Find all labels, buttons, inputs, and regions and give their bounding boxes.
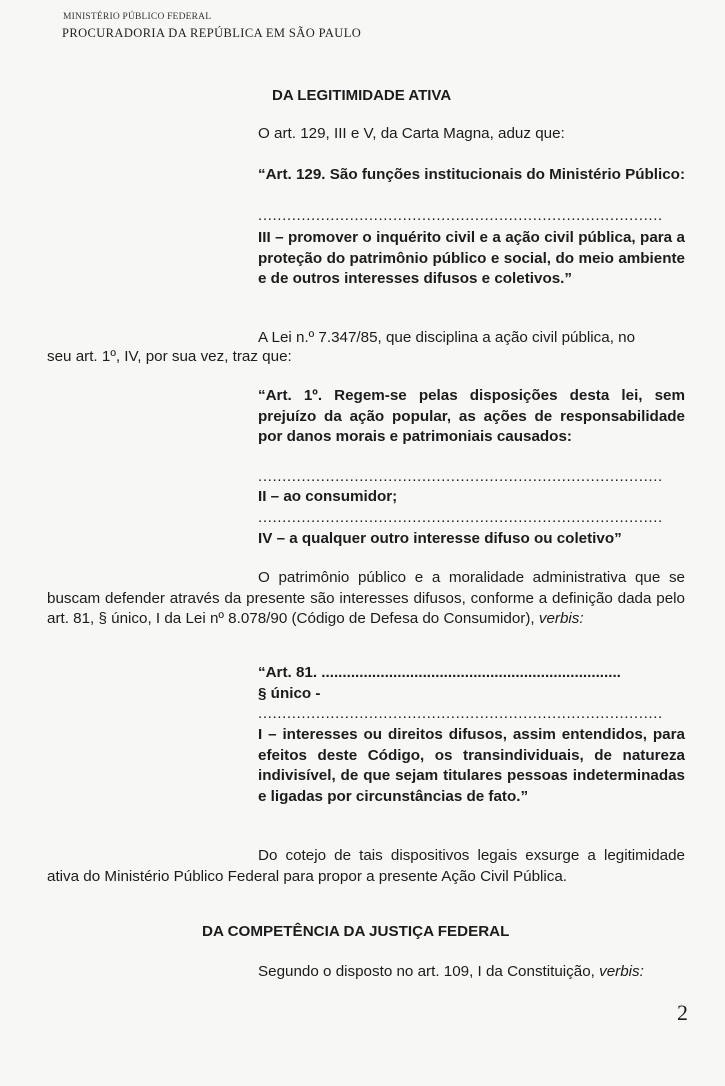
section-title-competencia: DA COMPETÊNCIA DA JUSTIÇA FEDERAL [202, 923, 510, 940]
quote-art1-head: “Art. 1º. Regem-se pelas disposições desta lei, sem prejuízo da ação popular, as ações de responsabilidade por danos morais e patrimoniais causados: [258, 387, 685, 445]
para-cotejo: Do cotejo de tais dispositivos legais exsurge a legitimidade ativa do Ministério Público Federal para propor a presente Ação Civil Pública. [47, 847, 685, 885]
quote-art81-head: “Art. 81. ....................................................................... [258, 664, 621, 681]
para-patrimonio-text: O patrimônio público e a moralidade administrativa que se buscam defender através da presente são interesses difusos, conforme a definição dada pelo art. 81, § único, I da Lei nº 8.078/90 (Código de Defesa do Consumidor), [47, 569, 685, 627]
quote-art81-paragrafo: § único - [258, 685, 321, 702]
ministry-header: MINISTÉRIO PÚBLICO FEDERAL [63, 12, 212, 22]
quote-art1-item-iv: IV – a qualquer outro interesse difuso ou coletivo” [258, 530, 622, 547]
para-lei-7347-first: A Lei n.º 7.347/85, que disciplina a ação civil pública, no [258, 329, 636, 346]
ellipsis-line: .................................................................................... [258, 705, 663, 722]
intro-art109 [258, 962, 644, 983]
ellipsis-line: .................................................................................... [258, 207, 663, 224]
verbis-label: verbis: [538, 610, 584, 627]
quote-art129-item-iii: III – promover o inquérito civil e a ação civil pública, para a proteção do patrimônio público e social, do meio ambiente e de outros interesses difusos e coletivos.” [258, 229, 685, 287]
intro-art109-text: Segundo o disposto no art. 109, I da Constituição, [258, 963, 595, 980]
quote-art129-head: “Art. 129. São funções institucionais do Ministério Público: [258, 166, 686, 183]
page-number: 2 [677, 1000, 688, 1025]
office-header: PROCURADORIA DA REPÚBLICA EM SÃO PAULO [62, 26, 362, 40]
intro-art129: O art. 129, III e V, da Carta Magna, aduz que: [258, 125, 565, 142]
para-patrimonio [47, 568, 685, 630]
section-title-legitimidade: DA LEGITIMIDADE ATIVA [272, 87, 452, 104]
quote-art81-item-i: I – interesses ou direitos difusos, assim entendidos, para efeitos deste Código, os transindividuais, de natureza indivisível, de que sejam titulares pessoas indeterminadas e ligadas por circunstâncias de fato.” [258, 726, 685, 805]
ellipsis-line: .................................................................................... [258, 509, 663, 526]
para-lei-7347-rest: seu art. 1º, IV, por sua vez, traz que: [47, 348, 292, 365]
verbis-label: verbis: [599, 963, 644, 980]
quote-art1-item-ii: II – ao consumidor; [258, 488, 398, 505]
ellipsis-line: .................................................................................... [258, 468, 663, 485]
